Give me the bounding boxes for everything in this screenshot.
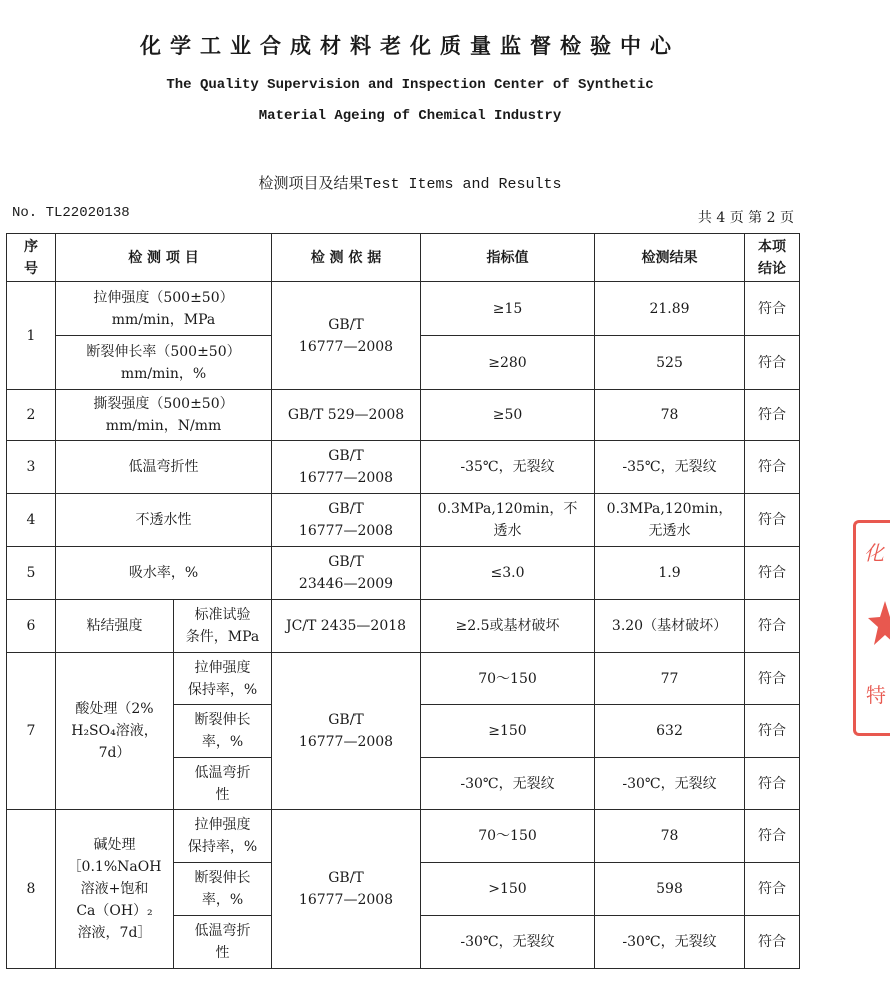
cell-subitem: 断裂伸长 率，% (174, 705, 272, 758)
section-title-cn: 检测项目及结果 (258, 174, 364, 192)
cell-spec: ≥15 (421, 282, 595, 336)
cell-item: 拉伸强度（500±50） mm/min，MPa (56, 282, 272, 336)
cell-basis: GB/T 16777—2008 (272, 282, 421, 390)
cell-spec: ≤3.0 (421, 547, 595, 600)
cell-item: 撕裂强度（500±50） mm/min，N/mm (56, 390, 272, 441)
cell-spec: -30℃，无裂纹 (421, 916, 595, 969)
cell-spec: 70～150 (421, 653, 595, 705)
cell-item: 粘结强度 (56, 600, 174, 653)
header-conclusion: 本项 结论 (745, 234, 800, 282)
cell-result: 3.20（基材破坏） (595, 600, 745, 653)
table-row (7, 441, 800, 494)
cell-spec: 70～150 (421, 810, 595, 863)
header-result: 检测结果 (595, 234, 745, 282)
cell-basis: GB/T 529—2008 (272, 390, 421, 441)
table-row (7, 390, 800, 441)
table-header-row (7, 234, 800, 282)
cell-subitem: 拉伸强度 保持率，% (174, 810, 272, 863)
cell-seq: 3 (7, 441, 56, 494)
cell-seq: 7 (7, 653, 56, 810)
center-title-en-line2: Material Ageing of Chemical Industry (258, 108, 562, 124)
cell-subitem: 标准试验 条件，MPa (174, 600, 272, 653)
cell-basis: GB/T 23446—2009 (272, 547, 421, 600)
official-seal (853, 520, 890, 736)
cell-conclusion: 符合 (745, 494, 800, 547)
cell-basis: GB/T 16777—2008 (272, 653, 421, 810)
cell-result: -35℃，无裂纹 (595, 441, 745, 494)
cell-spec: ≥50 (421, 390, 595, 441)
header-seq: 序 号 (7, 234, 56, 282)
cell-result: 0.3MPa,120min， 无透水 (595, 494, 745, 547)
cell-conclusion: 符合 (745, 282, 800, 336)
cell-conclusion: 符合 (745, 547, 800, 600)
page-info: 共 4 页 第 2 页 (697, 210, 794, 226)
cell-group: 酸处理（2% H₂SO₄溶液， 7d） (56, 653, 174, 810)
table-row (7, 810, 800, 863)
cell-seq: 4 (7, 494, 56, 547)
cell-basis: GB/T 16777—2008 (272, 494, 421, 547)
cell-subitem: 拉伸强度 保持率，% (174, 653, 272, 705)
cell-result: 78 (595, 810, 745, 863)
cell-spec: -30℃，无裂纹 (421, 758, 595, 810)
center-title-en-line1: The Quality Supervision and Inspection Center of Synthetic (166, 77, 654, 93)
cell-spec: ≥2.5或基材破坏 (421, 600, 595, 653)
cell-item: 低温弯折性 (56, 441, 272, 494)
cell-group: 碱处理 ［0.1%NaOH 溶液+饱和 Ca（OH）₂ 溶液，7d］ (56, 810, 174, 969)
header-basis: 检 测 依 据 (272, 234, 421, 282)
cell-seq: 2 (7, 390, 56, 441)
cell-subitem: 断裂伸长 率，% (174, 863, 272, 916)
cell-conclusion: 符合 (745, 336, 800, 390)
cell-conclusion: 符合 (745, 600, 800, 653)
table-row (7, 600, 800, 653)
cell-seq: 1 (7, 282, 56, 390)
cell-conclusion: 符合 (745, 653, 800, 705)
center-title-cn: 化学工业合成材料老化质量监督检验中心 (140, 34, 680, 58)
cell-conclusion: 符合 (745, 863, 800, 916)
cell-result: 77 (595, 653, 745, 705)
cell-conclusion: 符合 (745, 810, 800, 863)
results-table (6, 233, 800, 969)
cell-spec: ≥280 (421, 336, 595, 390)
cell-result: 21.89 (595, 282, 745, 336)
cell-result: 1.9 (595, 547, 745, 600)
cell-item: 不透水性 (56, 494, 272, 547)
report-number: No. TL22020138 (12, 205, 130, 221)
cell-result: 525 (595, 336, 745, 390)
cell-conclusion: 符合 (745, 441, 800, 494)
cell-result: 632 (595, 705, 745, 758)
table-row (7, 282, 800, 336)
cell-basis: JC/T 2435—2018 (272, 600, 421, 653)
cell-result: 78 (595, 390, 745, 441)
table-row (7, 547, 800, 600)
cell-item: 断裂伸长率（500±50） mm/min，% (56, 336, 272, 390)
cell-spec: >150 (421, 863, 595, 916)
cell-result: 598 (595, 863, 745, 916)
header-item: 检 测 项 目 (56, 234, 272, 282)
seal-char-bottom: 特 (866, 683, 886, 707)
cell-result: -30℃，无裂纹 (595, 758, 745, 810)
seal-char-top: 化 (864, 541, 884, 565)
cell-subitem: 低温弯折 性 (174, 916, 272, 969)
header-spec: 指标值 (421, 234, 595, 282)
section-title-en: Test Items and Results (363, 176, 562, 193)
cell-result: -30℃，无裂纹 (595, 916, 745, 969)
seal-star-icon (868, 601, 890, 647)
cell-conclusion: 符合 (745, 705, 800, 758)
cell-spec: ≥150 (421, 705, 595, 758)
cell-spec: 0.3MPa,120min，不 透水 (421, 494, 595, 547)
cell-spec: -35℃，无裂纹 (421, 441, 595, 494)
cell-seq: 8 (7, 810, 56, 969)
cell-basis: GB/T 16777—2008 (272, 810, 421, 969)
cell-seq: 6 (7, 600, 56, 653)
cell-conclusion: 符合 (745, 758, 800, 810)
cell-seq: 5 (7, 547, 56, 600)
cell-item: 吸水率，% (56, 547, 272, 600)
section-title (0, 172, 820, 193)
table-row (7, 653, 800, 705)
cell-conclusion: 符合 (745, 390, 800, 441)
table-row (7, 494, 800, 547)
cell-subitem: 低温弯折 性 (174, 758, 272, 810)
cell-basis: GB/T 16777—2008 (272, 441, 421, 494)
cell-conclusion: 符合 (745, 916, 800, 969)
